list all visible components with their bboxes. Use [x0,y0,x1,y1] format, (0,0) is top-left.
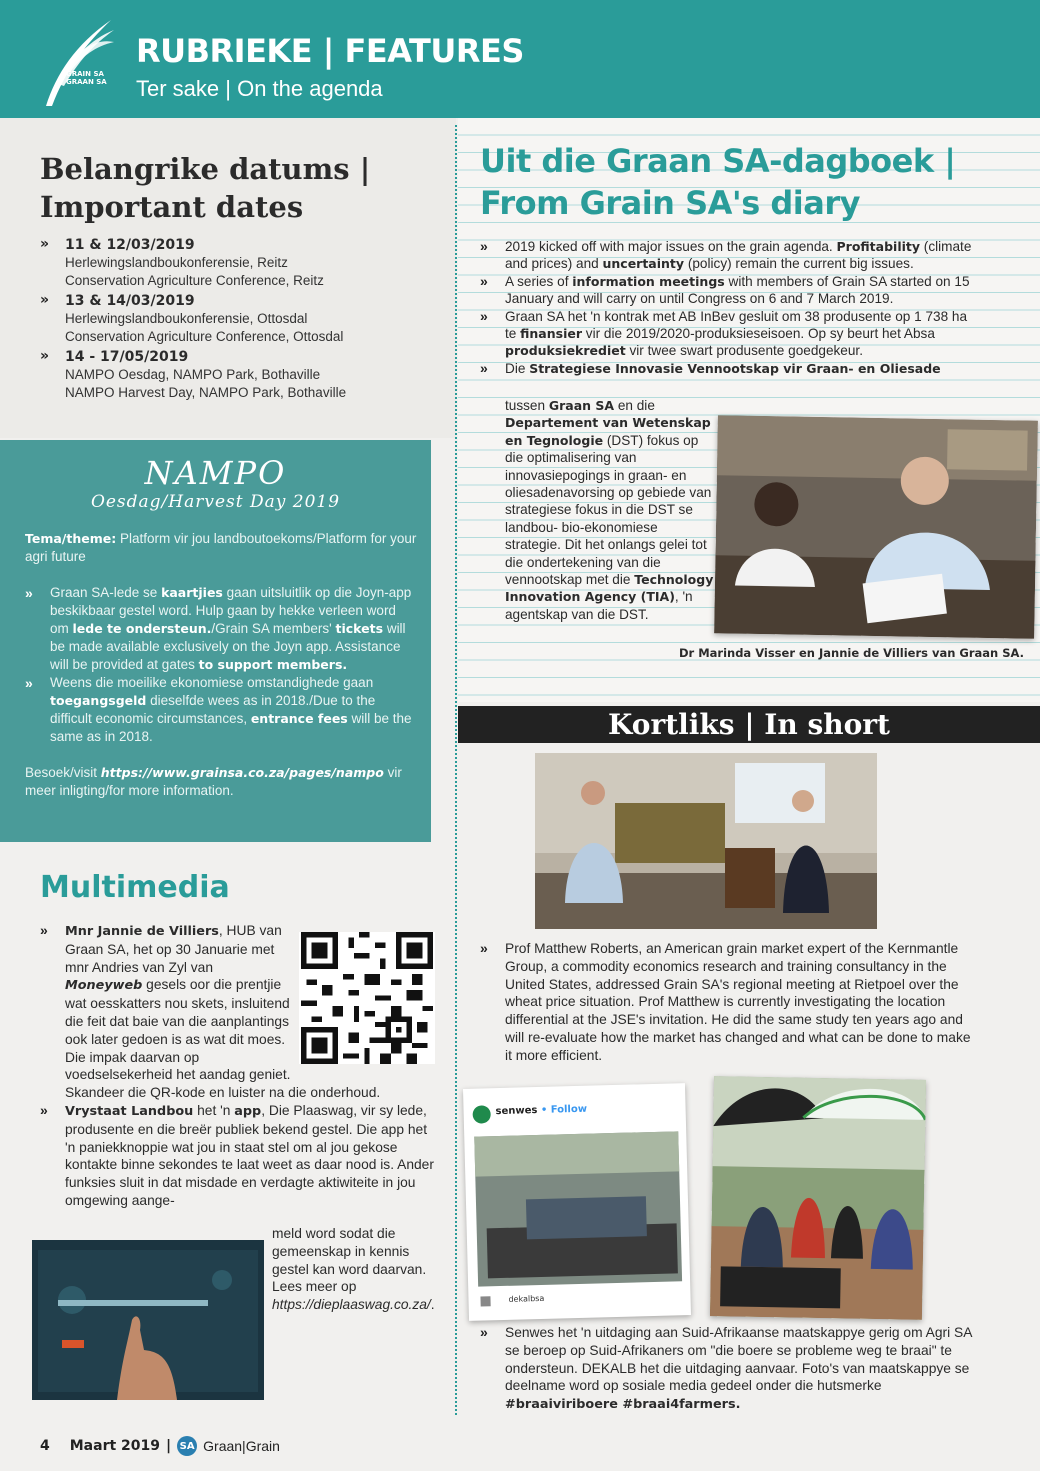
brand-name: Graan|Grain [203,1438,280,1454]
nampo-subtitle: Oesdag/Harvest Day 2019 [90,492,341,512]
logo-text: GRAIN SA GRAAN SA [66,70,107,86]
nampo-title: NAMPO [144,454,287,492]
double-chevron-icon: » [480,272,484,289]
double-chevron-icon: » [480,238,484,254]
nampo-theme: Tema/theme: Platform vir jou landboutoekoms/Platform for your agri future [25,531,417,564]
short-item: » Senwes het 'n uitdaging aan Suid-Afrikaanse maatskappye gerig om Agri SA se beroep op Suid-Afrikaners om "die boere se probleme weg te braai" te ondersteun. DEKALB het die uitdaging aanvaar. Foto's van maatskappye se deelname word op sosiale media gedeel onder die hutsmerke #braaiviriboere #braai4farmers. [480,1324,972,1413]
qr-code-icon[interactable] [299,932,435,1064]
dates-list [40,236,440,404]
section-title: RUBRIEKE | FEATURES [136,32,524,70]
list-item: » 11 & 12/03/2019 Herlewingslandboukonferensie, Reitz Conservation Agriculture Conference, Reitz [40,236,324,288]
double-chevron-icon: » [25,675,29,691]
nampo-box [0,440,431,842]
double-chevron-icon: » [40,1101,44,1118]
list-item: » 13 & 14/03/2019 Herlewingslandboukonferensie, Ottosdal Conservation Agriculture Conference, Ottosdal [40,292,344,344]
nampo-body [25,530,417,800]
list-item: » A series of information meetings with members of Grain SA started on 15 January and will carry on until Congress on 6 and 7 March 2019. [480,272,970,307]
double-chevron-icon: » [40,348,46,364]
instagram-image [463,1083,691,1321]
double-chevron-icon: » [480,307,484,324]
footer-separator: | [166,1438,172,1454]
double-chevron-icon: » [25,585,29,601]
insta-tag: dekalbsa [508,1293,545,1304]
sa-badge-icon: SA [177,1436,197,1456]
multimedia-tail: meld word sodat die gemeenskap in kennis gestel kan word daarvan. Lees meer op https://dieplaaswag.co.za/. [272,1226,435,1313]
meeting-photo [535,753,877,929]
issue-month: Maart 2019 [69,1438,161,1454]
app-photo [32,1240,264,1400]
list-item: » Weens die moeilike ekonomiese omstandighede gaan toegangsgeld dieselfde wees as in 2018./Due to the difficult economic circumstances, entrance fees will be the same as in 2018. [25,675,412,744]
nampo-visit: Besoek/visit https://www.grainsa.co.za/pages/nampo vir meer inligting/for more information. [25,765,402,798]
dates-title: Belangrike datums | Important dates [40,152,371,224]
list-item: » 2019 kicked off with major issues on the grain agenda. Profitability (climate and prices) and uncertainty (policy) remain the current big issues. [480,238,972,272]
column-divider [455,125,457,1415]
page-footer [40,1436,280,1456]
list-item: » Mnr Jannie de Villiers, HUB van Graan SA, het op 30 Januarie met mnr Andries van Zyl van Moneyweb gesels oor die prentjie wat oesskatters nou skets, insluitend die feit dat baie van die aanplantings ook later gedoen is as wat dit moes. Die impak daarvan op voedselsekerheid het aandag geniet. Skandeer die QR-kode en luister na die onderhoud. [40,922,435,1102]
follow-button[interactable]: • Follow [540,1103,588,1116]
page-header [0,0,1040,118]
diary-body [480,238,980,377]
nampo-link[interactable]: https://www.grainsa.co.za/pages/nampo [100,765,384,780]
plaaswag-link[interactable]: https://dieplaaswag.co.za/ [272,1297,431,1313]
diary-narrow-text: tussen Graan SA en die Departement van Wetenskap en Tegnologie (DST) fokus op die optimalisering van innovasiepogings in graan- en oliesadenavorsing op gebiede van strategiese fokus in die DST se landbou- bio-ekonomiese strategie. Dit het onlangs gelei tot die ondertekening van die vennootskap met die Technology Innovation Agency (TIA), 'n agentskap van die DST. [505,398,714,622]
multimedia-body [40,922,435,1210]
list-item: » Vrystaat Landbou het 'n app, Die Plaaswag, vir sy lede, produsente en die breër publiek bekend gestel. Die app het 'n paniekknoppie wat jou in staat stel om al jou gekose kontakte binne sekondes te laat weet as daar nood is. Ander funksies sluit in dat misdade en verdagte aktiwiteite in jou omgewing aange- [40,1101,434,1208]
diary-title: Uit die Graan SA-dagboek | From Grain SA's diary [480,142,956,222]
short-item: » Prof Matthew Roberts, an American grain market expert of the Kernmantle Group, a commodity economics research and training consultancy in the United States, addressed Grain SA's regional meeting at Rietpoel over the wheat price situation. Prof Matthew is currently investigating the location differential at the JSE's invitation. He did the same study ten years ago and will re-evaluate how the market has changed and what can be done to make it more efficient. [480,940,971,1063]
signing-photo [714,415,1038,639]
page-number: 4 [40,1438,50,1454]
grain-sa-logo-icon [36,14,116,110]
double-chevron-icon: » [480,359,484,376]
photo-caption: Dr Marinda Visser en Jannie de Villiers van Graan SA. [678,646,1024,660]
list-item: » Graan SA-lede se kaartjies gaan uitsluitlik op die Joyn-app beskikbaar gestel word. Hulp gaan by hekke verleen word om lede te ondersteun./Grain SA members' tickets will be made available exclusively on the Joyn app. Assistance will be provided at gates to support members. [25,585,412,672]
list-item: » Graan SA het 'n kontrak met AB InBev gesluit om 38 produsente op 1 738 ha te finansier vir die 2019/2020-produksieseisoen. Op sy beurt het Absa produksiekrediet vir twee swart produsente goedgekeur. [480,307,968,359]
short-title: Kortliks | In short [608,708,890,741]
braai-photo [710,1076,926,1320]
instagram-post [463,1083,691,1321]
double-chevron-icon: » [40,922,44,938]
double-chevron-icon: » [480,1324,484,1340]
double-chevron-icon: » [40,236,46,252]
double-chevron-icon: » [480,940,484,956]
section-subtitle: Ter sake | On the agenda [136,76,383,101]
insta-user: senwes • Follow [495,1103,588,1118]
list-item: » 14 - 17/05/2019 NAMPO Oesdag, NAMPO Park, Bothaville NAMPO Harvest Day, NAMPO Park, Bothaville [40,348,347,400]
double-chevron-icon: » [40,292,46,308]
list-item: » Die Strategiese Innovasie Vennootskap vir Graan- en Oliesade [480,359,941,376]
multimedia-title: Multimedia [40,870,230,905]
